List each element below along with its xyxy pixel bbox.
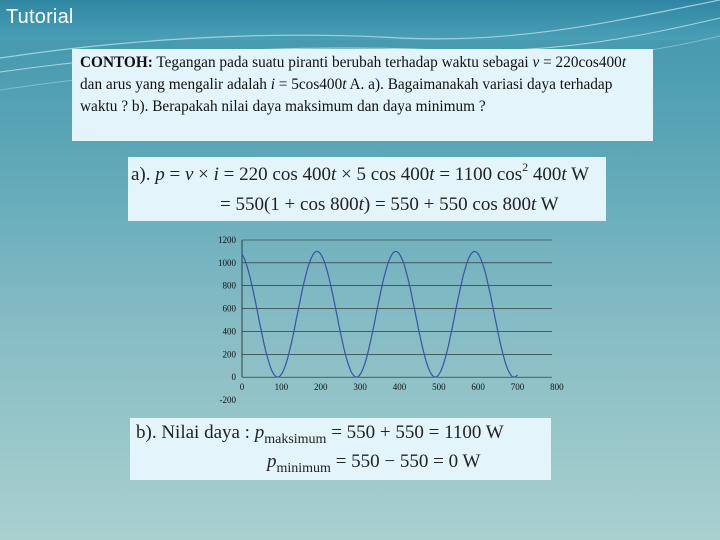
y-tick-label: 800 bbox=[222, 280, 236, 291]
problem-text-3: dan arus yang mengalir adalah bbox=[80, 76, 271, 93]
eq-a-line2-a: = 550(1 + cos 800 bbox=[220, 194, 359, 215]
x-tick-label: 200 bbox=[313, 382, 328, 393]
eq-a-eq1: = bbox=[164, 164, 185, 185]
problem-label: CONTOH: bbox=[80, 54, 153, 71]
eq-a-t5: t bbox=[530, 194, 537, 215]
problem-text-4: = 5cos400 bbox=[274, 76, 343, 93]
x-tick-label: 100 bbox=[274, 382, 289, 393]
x-tick-label: 0 bbox=[239, 382, 245, 393]
problem-t2: t bbox=[342, 76, 347, 93]
eq-a-i: i bbox=[213, 164, 219, 185]
x-tick-label: 500 bbox=[432, 382, 446, 393]
problem-text-1: Tegangan pada suatu piranti berubah terhadap waktu sebagai bbox=[152, 54, 533, 71]
eq-a-line2-b: ) = 550 + 550 cos 800 bbox=[363, 194, 531, 215]
power-curve bbox=[242, 251, 518, 377]
x-tick-label: 700 bbox=[510, 382, 525, 393]
eq-a-400: 400 bbox=[528, 164, 562, 185]
equation-a-line-1 bbox=[131, 160, 590, 186]
y-tick-label: 0 bbox=[231, 372, 236, 383]
problem-v: v bbox=[532, 54, 540, 71]
y-tick-label: 200 bbox=[222, 349, 236, 360]
eq-b-rest2: = 550 − 550 = 0 W bbox=[330, 451, 481, 472]
eq-a-prefix: a). bbox=[131, 164, 156, 185]
eq-a-eq3: = 1100 cos bbox=[434, 164, 523, 185]
eq-b-prefix: b). Nilai daya : bbox=[136, 422, 255, 443]
problem-t1: t bbox=[621, 54, 627, 71]
equation-a-line-2 bbox=[220, 194, 559, 216]
eq-a-v: v bbox=[184, 164, 194, 185]
eq-a-unit2: W bbox=[536, 194, 559, 215]
problem-i: i bbox=[270, 76, 275, 93]
page-title: Tutorial bbox=[6, 6, 74, 28]
eq-a-square: 2 bbox=[522, 160, 529, 174]
y-tick-label: 1200 bbox=[218, 235, 236, 245]
eq-a-p: p bbox=[155, 164, 165, 185]
x-tick-label: 800 bbox=[550, 382, 564, 393]
eq-a-t4: t bbox=[358, 194, 364, 215]
y-tick-label: -200 bbox=[219, 395, 236, 405]
x-tick-label: 300 bbox=[353, 382, 367, 393]
equation-b-box bbox=[130, 418, 551, 480]
eq-a-times1: × bbox=[193, 164, 214, 185]
x-tick-label: 400 bbox=[392, 382, 407, 393]
x-tick-label: 600 bbox=[471, 382, 485, 393]
eq-a-t3: t bbox=[561, 164, 567, 185]
eq-b-rest1: = 550 + 550 = 1100 W bbox=[326, 422, 504, 443]
y-tick-label: 400 bbox=[222, 326, 236, 337]
problem-text-2: = 220cos400 bbox=[539, 54, 622, 71]
eq-a-t1: t bbox=[330, 164, 337, 185]
problem-text-5: A. a). Bagaimanakah variasi daya terhadap waktu ? b). Berapakah nilai daya maksimum dan daya minimum ? bbox=[80, 76, 613, 115]
eq-b-p1: p bbox=[254, 422, 265, 443]
eq-a-times2: × 5 cos 400 bbox=[336, 164, 430, 185]
equation-a-box bbox=[128, 157, 606, 221]
y-tick-label: 1000 bbox=[218, 257, 236, 268]
problem-text bbox=[72, 49, 653, 141]
eq-a-unit1: W bbox=[566, 164, 590, 185]
equation-b-line-1 bbox=[136, 422, 504, 447]
eq-b-sub2: minimum bbox=[276, 461, 331, 476]
equation-b-line-2 bbox=[267, 451, 481, 476]
eq-b-p2: p bbox=[267, 451, 277, 472]
power-chart bbox=[200, 230, 570, 410]
eq-b-sub1: maksimum bbox=[264, 432, 327, 447]
eq-a-eq2: = 220 cos 400 bbox=[218, 164, 331, 185]
eq-a-t2: t bbox=[429, 164, 435, 185]
y-tick-label: 600 bbox=[222, 303, 236, 314]
